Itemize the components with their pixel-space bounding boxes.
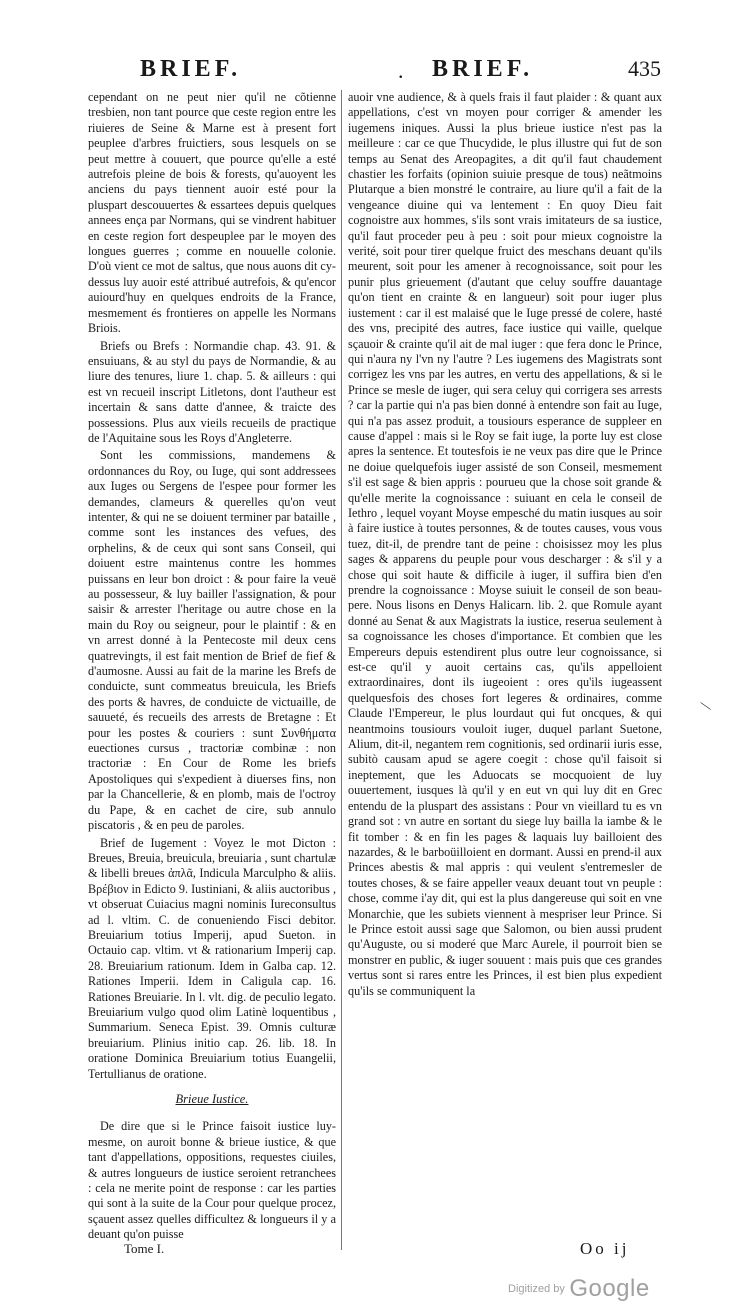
- section-title-text: Brieue Iustice.: [175, 1092, 249, 1106]
- right-paragraph-1: auoir vne audience, & à quels frais il faut plaider : & quant aux appellations, c'est vn moyen pour corriger & amender les iugemens iniques. Aussi la plus brieue iustice n'est pas la meilleure : car ce que Thucydide, le plus illustre qui fut de son temps au Senat des Areopagites, a dit qu'il faut chaudement chastier les forfaits (opinion suiuie presque de tous) neãtmoins Plutarque a bien monstré le contraire, au liure qu'il a fait de la vengeance diuine qui va lentement : En quoy Dieu fait cognoistre aux hommes, s'ils sont vrais imitateurs de sa iustice, qu'il faut proceder peu à peu : soit pour mieux cognoistre la verité, soit pour tirer quelque fruict des meschans deuant qu'ils meurent, soit pour les amener à recognoissance, soit pour les punir plus grieuement (d'autant que celuy souffre dauantage qu'on tient en crainte & en langueur) soit pour iuger plus iustement : car il est malaisé que le Iuge pressé de colere, hasté des vns, precipité des autres, face iustice qui vaille, quelque sçauoir & crainte qu'il ait de mal iuger : que fera donc le Prince, qui n'aura ny l'vn ny l'autre ? Les iugemens des Magistrats sont corrigez les vns par les autres, en vertu des appellations, & si le Prince se mesle de iuger, qui sera celuy qui corrigera ses arrests ? car la partie qui n'a pas bien donné à entendre son fait au Iuge, qui n'a pas assez produit, a tousiours esperance de suppleer en cause d'appel : mais si le Roy se fait iuge, la porte luy est close apres la sentence. Et toutesfois ie ne veux pas dire que le Prince ne doiue quelquefois iuger assisté de son Conseil, mesmement s'il est sage & bien appris : pourueu que la chose soit grande & qu'elle merite la cognoissance : suiuant en cela le conseil de Iethro , lequel voyant Moyse empesché du matin iusques au soir à faire iustice à toutes personnes, & de toutes causes, vous vous tuez, dit-il, de prendre tant de peine : choisissez moy les plus sages & apparens du peuple pour vous descharger : & s'il y a chose qui soit haute & difficile à iuger, il suffira bien d'en prendre la cognoissance : Moyse suiuit le conseil de son beau-pere. Nous lisons en Denys Halicarn. lib. 2. que Romule ayant donné au Senat & aux Magistrats la iustice, reserua seulement à sa cognoissance les choses d'importance. Et combien que les Empereurs depuis estendirent plus outre leur cognoissance, si est-ce qu'il y auoit certains cas, qu'ils appelloient extraordinaires, dont ils iugeoient : ores qu'ils iugeassent quelquesfois des choses fort legeres & ordinaires, comme Claude l'Empereur, le plus lourdaut qui fut oncques, & qui neantmoins tousiours vouloit iuger, duquel parlant Suetone, Alium, dit-il, negantem rem cognitionis, sed ordinarii iuris esse, subitò causam apud se agere coegit : chose qu'il faisoit si ineptement, que les Aduocats se mocquoient de luy ouuertement, iusques là qu'il y en eut vn qui luy dit en Grec entendu de la pluspart des assistans : Pour vn vieillard tu es vn grand sot : vn autre en sortant du siege luy bailla la iambe & le fit tomber : & en fin les pages & laquais luy bailloient des nazardes, & le barboüilloient en dormant. Aussi en prend-il aux Princes abestis & mal appris : qui veulent s'entremesler de toutes choses, & se faire appeller veaux deuant tout vn peuple : chose, comme i'ay dit, qui est la plus dangereuse qui soit en vne Monarchie, que les subiets viennent à mespriser leur Prince. Si le Prince estoit aussi sage que Salomon, ou bien aussi prudent qu'Auguste, ou si moderé que Marc Aurele, il pourroit bien se monstrer en public, & iuger souuent : mais puis que ces grandes vertus sont si rares entre les Princes, il est bien plus expedient qu'ils se communiquent la: [348, 90, 662, 998]
- digitized-watermark: [508, 1275, 650, 1303]
- watermark-prefix: Digitized by: [508, 1283, 565, 1295]
- running-header: [80, 56, 680, 90]
- left-column: [88, 90, 336, 1245]
- header-dot: .: [398, 58, 404, 83]
- header-right-title: BRIEF.: [432, 56, 534, 82]
- page-number: 435: [628, 56, 661, 81]
- signature-mark: Oo ij: [580, 1239, 630, 1258]
- left-paragraph-brieue-iustice: De dire que si le Prince faisoit iustice luy-mesme, on auroit bonne & brieue iustice, & que tant d'appellations, oppositions, requestes ciuiles, & autres longueurs de iustice seroient retranchees : cela ne merite point de response : car les parties qui sont à la suite de la Cour pour quelque procez, sçauent assez quelles difficultez & longueurs il y a deuant qu'on puisse: [88, 1119, 336, 1242]
- left-paragraph-commissions: Sont les commissions, mandemens & ordonnances du Roy, ou Iuge, qui sont addressees aux Iuges ou Sergens de l'espee pour former les demandes, clameurs & querelles qu'on veut intenter, & qui ne se doiuent terminer par bataille , comme sont les instances des vefues, des orphelins, & de ceux qui sont sans Conseil, qui doiuent estre maintenus contre les hommes puissans en leur bon droict : & pour faire la veuë au possesseur, & luy bailler l'assignation, & pour saisir & arrester l'heritage ou autre chose en la main du Roy ou seigneur, pour le plaintif : & en vn arrest donné à la Pentecoste mil deux cens quatrevingts, il est fait mention de Brief de fief & d'aumosne. Aussi au fait de la marine les Brefs de conduicte, sunt commeatus breuicula, les Briefs des ports & havres, de conduicte de victuaille, de sauueté, és recueils des arrests de Bretagne : Et pour les postes & couriers : sunt Συνθήματα euectiones cursus , tractoriæ combinæ : non tractoriæ : En Cour de Rome les briefs Apostoliques qui s'expedient à diuerses fins, non par la Chancellerie, & en plomb, mais de l'octroy du Pape, & en cachet de cire, sub annulo piscatoris , & en peu de paroles.: [88, 448, 336, 833]
- left-paragraph-iugement: Brief de Iugement : Voyez le mot Dicton : Breues, Breuia, breuicula, breuiaria , sunt chartulæ & libelli breues ἀπλᾶ, Indicula Marculpho & aliis. Βρέβιον in Edicto 9. Iustiniani, & aliis auctoribus , vt obseruat Cuiacius magni nominis Iureconsultus ad l. vltim. C. de conueniendo Fisci debitor. Breuiarium totius Imperij, apud Sueton. in Octauio cap. vltim. vt & rationarium Imperij cap. 28. Breuiarium rationum. Idem in Galba cap. 12. Rationes Imperii. Idem in Caligula cap. 16. Rationes Breuiarie. In l. vlt. dig. de peculio legato. Breuiarium vulgo quod olim Latinè loquentibus , Summarium. Seneca Epist. 39. Omnis culturæ breuiarium. Plinius initio cap. 26. lib. 18. In oratione Dominica Breuiarium totius Euangelii, Tertullianus de oratione.: [88, 835, 336, 1081]
- right-column: [348, 90, 662, 1001]
- google-logo: Google: [569, 1275, 650, 1302]
- header-left-title: BRIEF.: [140, 56, 242, 82]
- section-title: [88, 1092, 336, 1107]
- margin-stroke-mark: —: [697, 695, 716, 715]
- volume-label: Tome I.: [124, 1241, 165, 1256]
- column-divider: [341, 90, 342, 1250]
- left-paragraph-briefs: Briefs ou Brefs : Normandie chap. 43. 91. & ensuiuans, & au styl du pays de Normandie, & au liure des tenures, liure 1. chap. 5. & ailleurs : qui est vn recueil inscript Litletons, dont l'autheur est incertain & sans datte d'annee, & traicte des possessions. Plus aux vieils recueils de practique de l'Aquitaine sous les Roys d'Angleterre.: [88, 338, 336, 445]
- left-paragraph-1: cependant on ne peut nier qu'il ne cõtienne tresbien, non tant pource que ceste region entre les riuieres de Seine & Marne est à present fort peuplee d'arbres fruictiers, sous lesquels on se peut mettre à couuert, que pource qu'elle a esté autrefois pleine de bois & forests, qu'auoyent les anciens du pays tiennent auoir esté pour la pluspart descouuertes & essartees depuis quelques annees ença par Normans, qui se vindrent habituer en ceste region fort despeuplee par le moyen des longues guerres ; comme en nouuelle colonie. D'où vient ce mot de saltus, que nous auons dit cy-dessus luy auoir esté attribué autrefois, & qu'encor auiourd'huy en quelques endroits de la France, mesmement és frontieres on appelle les Normans Briois.: [88, 90, 336, 336]
